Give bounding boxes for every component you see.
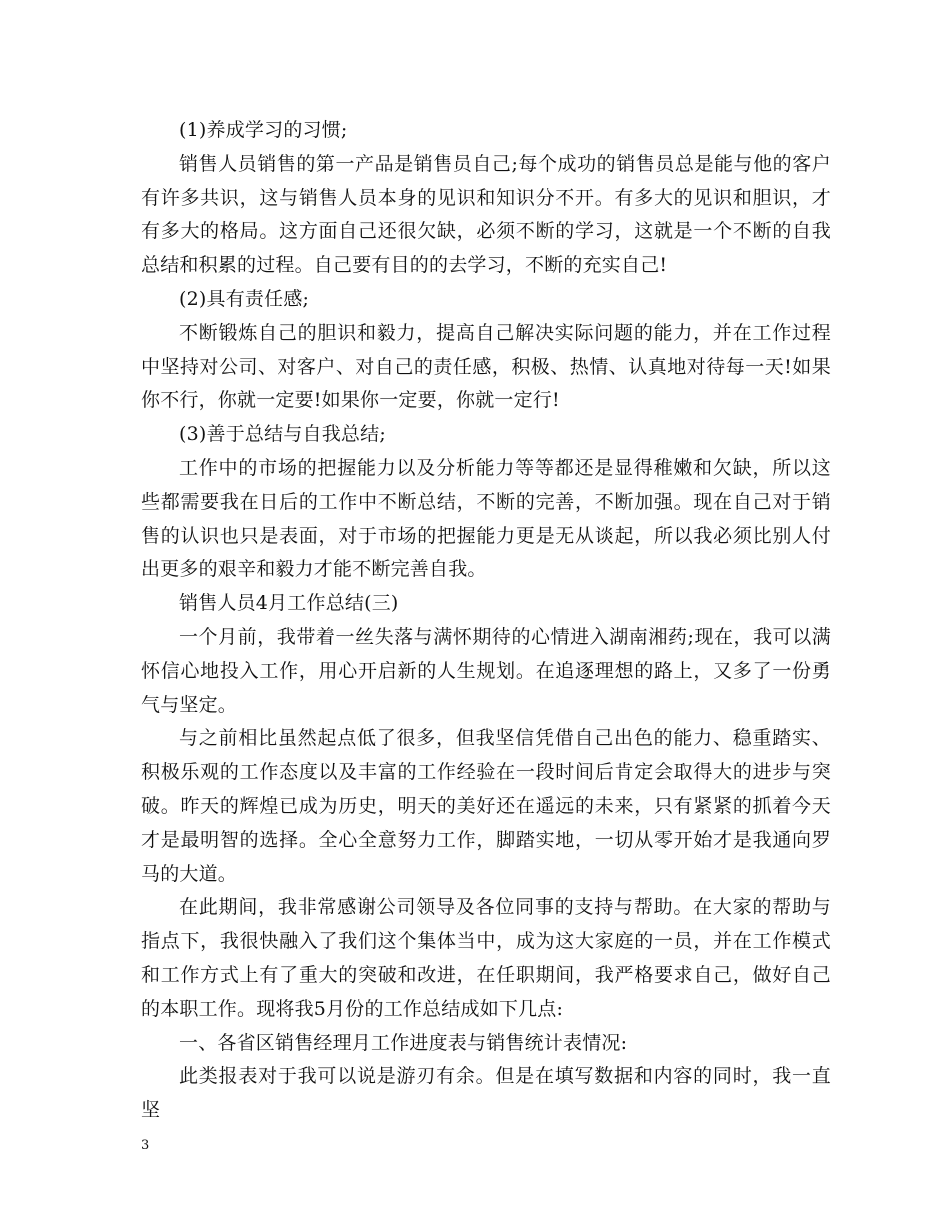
paragraph-point-one: 此类报表对于我可以说是游刃有余。但是在填写数据和内容的同时，我一直坚 [141,1065,831,1122]
page-number: 3 [141,1138,150,1153]
paragraph-summary-heading: (3)善于总结与自我总结; [179,423,386,446]
paragraph-comparison: 与之前相比虽然起点低了很多，但我坚信凭借自己出色的能力、稳重踏实、积极乐观的工作态度以及丰富的工作经验在一段时间后肯定会取得大的进步与突破。昨天的辉煌已成为历史，明天的美好还在遥远的未来，只有紧紧的抓着今天才是最明智的选择。全心全意努力工作，脚踏实地，一切从零开始才是我通向罗马的大道。 [141,727,831,885]
section-title: 销售人员4月工作总结(三) [179,592,399,615]
paragraph-thanks: 在此期间，我非常感谢公司领导及各位同事的支持与帮助。在大家的帮助与指点下，我很快融入了我们这个集体当中，成为这大家庭的一员，并在工作模式和工作方式上有了重大的突破和改进，在任职期间，我严格要求自己，做好自己的本职工作。现将我5月份的工作总结成如下几点: [141,896,831,1020]
paragraph-habit-heading: (1)养成学习的习惯; [179,119,348,141]
paragraph-intro: 一个月前，我带着一丝失落与满怀期待的心情进入湖南湘药;现在，我可以满怀信心地投入工作，用心开启新的人生规划。在追逐理想的路上，又多了一份勇气与坚定。 [141,625,831,716]
paragraph-summary: 工作中的市场的把握能力以及分析能力等等都还是显得稚嫩和欠缺，所以这些都需要我在日后的工作中不断总结，不断的完善，不断加强。现在自己对于销售的认识也只是表面，对于市场的把握能力更是无从谈起，所以我必须比别人付出更多的艰辛和毅力才能不断完善自我。 [141,456,831,581]
paragraph-responsibility: 不断锻炼自己的胆识和毅力，提高自己解决实际问题的能力，并在工作过程中坚持对公司、对客户、对自己的责任感，积极、热情、认真地对待每一天!如果你不行，你就一定要!如果你一定要，你就一定行! [141,321,831,412]
paragraph-learning: 销售人员销售的第一产品是销售员自己;每个成功的销售员总是能与他的客户有许多共识，这与销售人员本身的见识和知识分不开。有多大的见识和胆识，才有多大的格局。这方面自己还很欠缺，必须不断的学习，这就是一个不断的自我总结和积累的过程。自己要有目的的去学习，不断的充实自己! [141,152,831,277]
paragraph-point-one-heading: 一、各省区销售经理月工作进度表与销售统计表情况: [179,1031,628,1054]
document-body [141,114,831,1128]
paragraph-responsibility-heading: (2)具有责任感; [179,287,310,310]
